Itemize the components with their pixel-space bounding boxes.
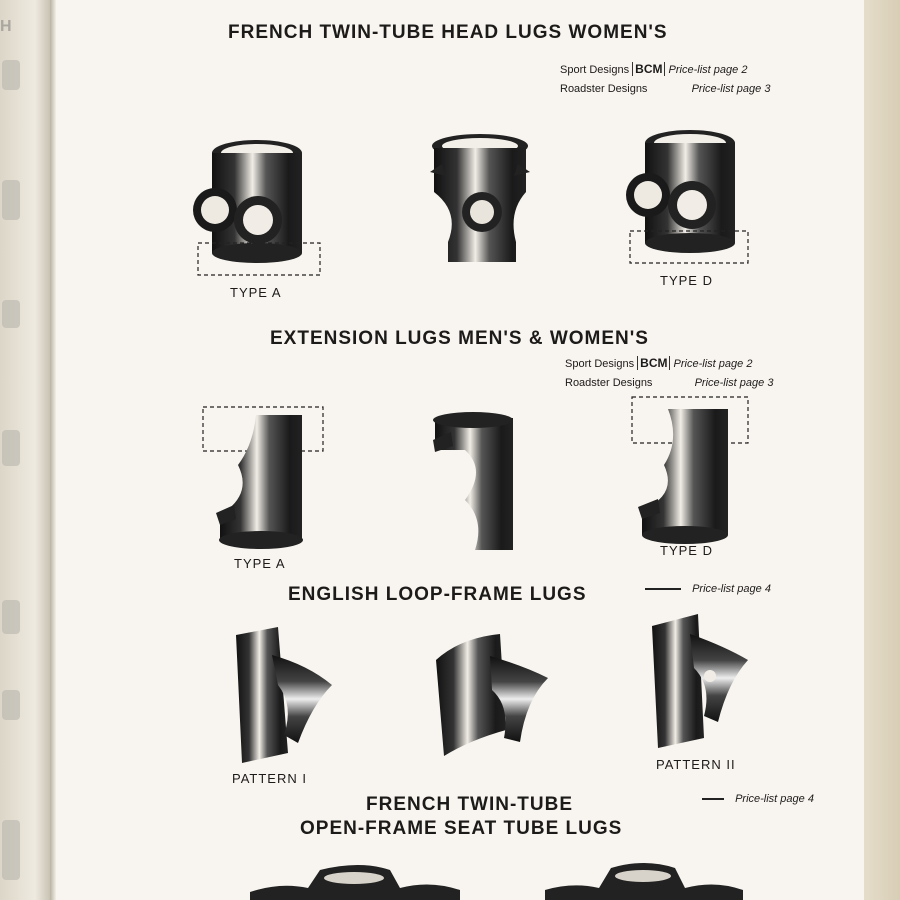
bleed-through-mark — [2, 430, 20, 466]
extension-lug-type-a-illustration — [198, 405, 328, 555]
ref-name: Roadster Designs — [565, 377, 653, 389]
label-pattern-ii: PATTERN II — [656, 757, 736, 772]
price-list-text: Price-list page — [673, 358, 744, 370]
price-list-page: 4 — [807, 793, 814, 805]
head-lug-type-a-illustration — [190, 135, 325, 280]
price-ref-loop-frame — [645, 583, 771, 595]
bcm-badge: BCM — [632, 62, 665, 76]
section-title-seat-tube-line1: FRENCH TWIN-TUBE — [366, 794, 574, 815]
ref-name: Sport Designs — [560, 64, 630, 76]
price-ref-sport — [560, 62, 747, 76]
price-list-text: Price-list page — [691, 83, 762, 95]
dash-rule — [645, 588, 681, 590]
price-list-page: 4 — [764, 583, 771, 595]
section-title-extension-lugs: EXTENSION LUGS MEN'S & WOMEN'S — [270, 328, 649, 349]
page-edge — [864, 0, 900, 900]
bcm-badge: BCM — [637, 356, 670, 370]
bleed-through-mark — [2, 180, 20, 220]
price-ref-roadster — [565, 377, 773, 389]
loop-lug-middle-illustration — [430, 630, 555, 760]
dash-rule — [702, 798, 724, 800]
label-type-d: TYPE D — [660, 273, 713, 288]
section-title-head-lugs: FRENCH TWIN-TUBE HEAD LUGS WOMEN'S — [228, 22, 668, 43]
price-list-text: Price-list page — [735, 793, 805, 805]
price-ref-sport — [565, 356, 752, 370]
bleed-through-mark — [2, 300, 20, 328]
price-list-page: 3 — [764, 83, 771, 95]
price-list-text: Price-list page — [694, 377, 765, 389]
label-type-a: TYPE A — [230, 285, 282, 300]
seat-tube-lug-right-illustration — [545, 860, 745, 900]
price-list-text: Price-list page — [692, 583, 762, 595]
section-title-seat-tube-line2: OPEN-FRAME SEAT TUBE LUGS — [300, 818, 623, 839]
price-list-page: 3 — [767, 377, 774, 389]
bleed-through-mark — [2, 60, 20, 90]
bleed-through-mark — [2, 690, 20, 720]
price-list-page: 2 — [741, 64, 748, 76]
bleed-through-mark — [2, 820, 20, 880]
price-ref-roadster — [560, 83, 770, 95]
extension-lug-middle-illustration — [425, 410, 535, 560]
head-lug-type-d-illustration — [620, 125, 755, 270]
head-lug-middle-illustration — [420, 132, 540, 272]
left-facing-page — [0, 0, 50, 900]
label-type-a: TYPE A — [234, 556, 286, 571]
price-list-page: 2 — [746, 358, 753, 370]
price-list-text: Price-list page — [668, 64, 739, 76]
bleed-through-text: H — [0, 18, 12, 35]
label-pattern-i: PATTERN I — [232, 771, 307, 786]
extension-lug-type-d-illustration — [628, 395, 753, 545]
section-title-loop-frame-lugs: ENGLISH LOOP-FRAME LUGS — [288, 584, 587, 605]
bleed-through-mark — [2, 600, 20, 634]
price-ref-seat-tube — [702, 793, 814, 805]
ref-name: Sport Designs — [565, 358, 635, 370]
label-type-d: TYPE D — [660, 543, 713, 558]
ref-name: Roadster Designs — [560, 83, 648, 95]
loop-lug-pattern-i-illustration — [228, 625, 338, 765]
loop-lug-pattern-ii-illustration — [648, 612, 758, 752]
seat-tube-lug-left-illustration — [250, 862, 470, 900]
